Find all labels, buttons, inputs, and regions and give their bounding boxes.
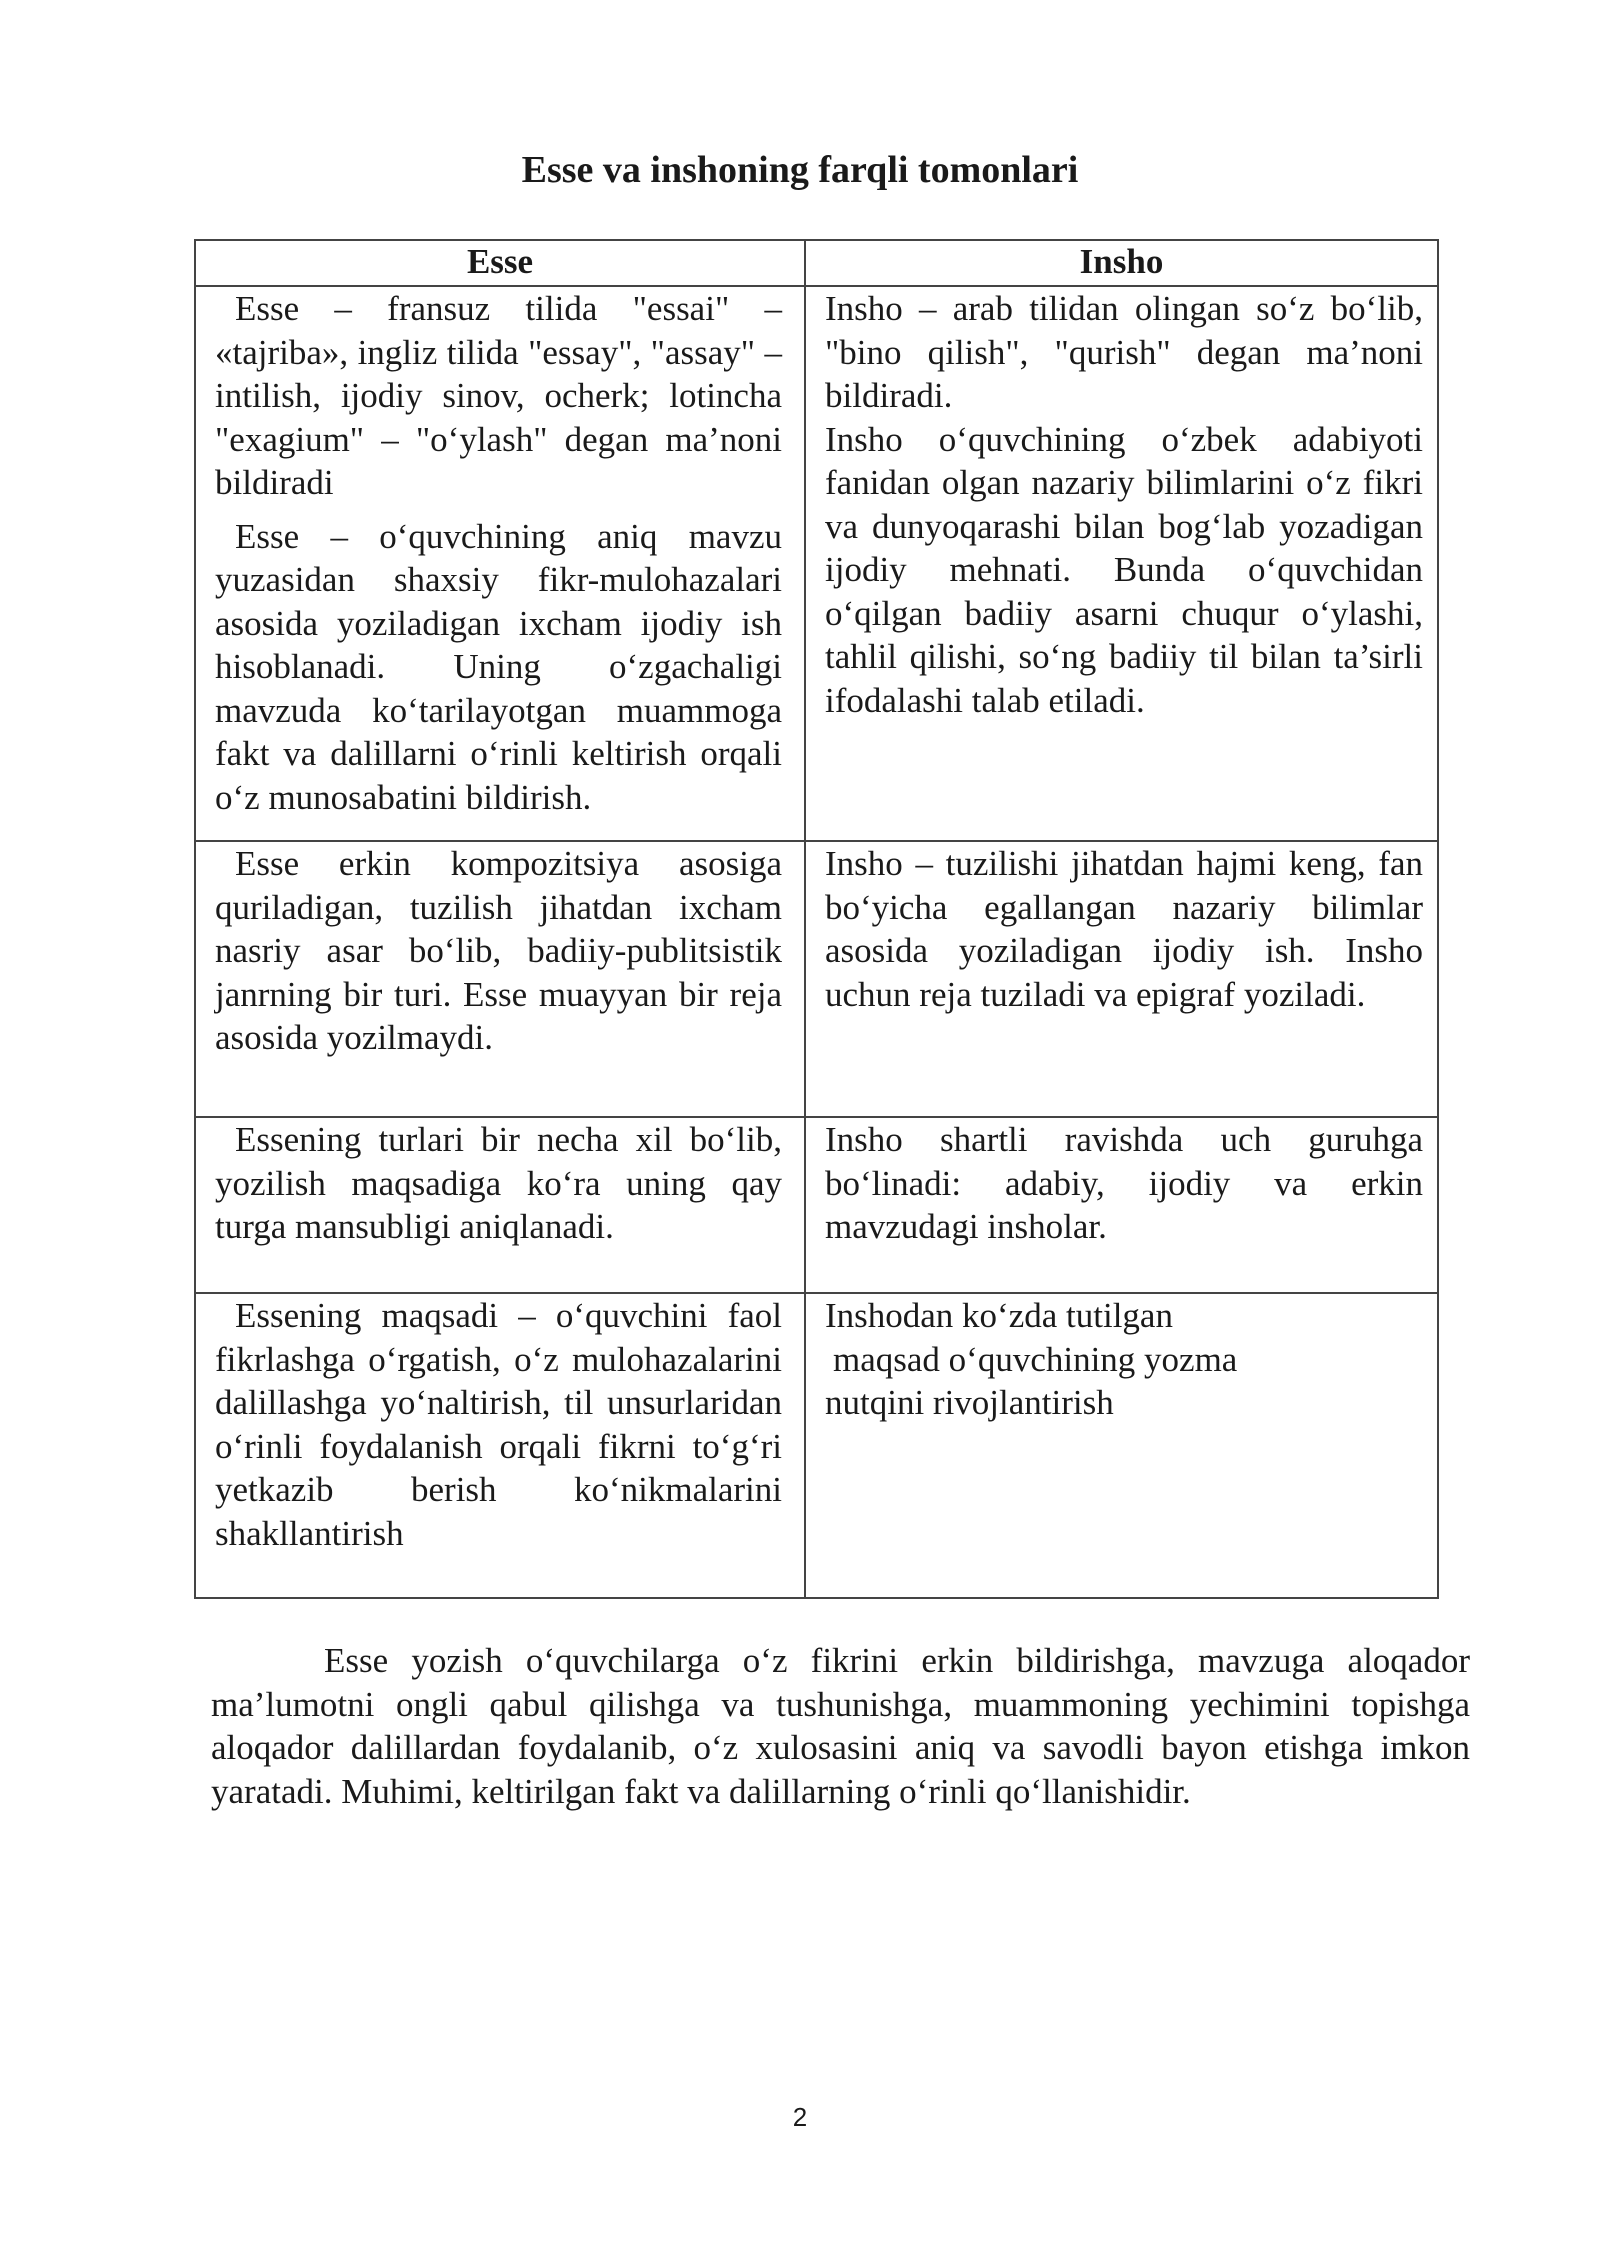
esse-paragraph: Esse erkin kompozitsiya asosiga quriladigan, tuzilish jihatdan ixcham nasriy asar bo‘lib, badiiy-publitsistik janrning bir turi. Esse muayyan bir reja asosida yozilmaydi. <box>215 844 782 1057</box>
insho-cell <box>805 841 1438 1117</box>
esse-paragraph: Esse – fransuz tilida "essai" – «tajriba», ingliz tilida "essay", "assay" – intilish, ijodiy sinov, ocherk; lotincha "exagium" – "o‘ylash" degan ma’noni bildiradi <box>215 289 782 502</box>
body-paragraph: Esse yozish o‘quvchilarga o‘z fikrini erkin bildirishga, mavzuga aloqador ma’lumotni ongli qabul qilishga va tushunishga, muammoning yechimini topishga aloqador dalillardan foydalanib, o‘z xulosasini aniq va savodli bayon etishga imkon yaratadi. Muhimi, keltirilgan fakt va dalillarning o‘rinli qo‘llanishidir. <box>211 1641 1470 1811</box>
insho-line: maqsad o‘quvchining yozma <box>833 1339 1238 1379</box>
table-row <box>195 1117 1438 1293</box>
table-row <box>195 286 1438 841</box>
insho-paragraph: Insho o‘quvchining o‘zbek adabiyoti fanidan olgan nazariy bilimlarini o‘z fikri va dunyoqarashi bilan bog‘lab yozadigan ijodiy mehnati. Bunda o‘quvchidan o‘qilgan badiiy asarni chuqur o‘ylashi, tahlil qilishi, so‘ng badiiy til bilan ta’sirli ifodalashi talab etiladi. <box>825 419 1423 720</box>
comparison-table <box>194 239 1439 1599</box>
insho-line: Inshodan ko‘zda tutilgan <box>825 1296 1173 1335</box>
insho-cell <box>805 1293 1438 1598</box>
esse-cell <box>195 1117 805 1293</box>
esse-cell <box>195 286 805 841</box>
column-header-esse: Esse <box>195 240 805 286</box>
esse-paragraph: Esse – o‘quvchining aniq mavzu yuzasidan shaxsiy fikr-mulohazalari asosida yoziladigan ixcham ijodiy ish hisoblanadi. Uning o‘zgachaligi mavzuda ko‘tarilayotgan muammoga fakt va dalillarni o‘rinli keltirish orqali o‘z munosabatini bildirish. <box>215 516 782 817</box>
insho-cell <box>805 286 1438 841</box>
table-row <box>195 1293 1438 1598</box>
esse-cell <box>195 1293 805 1598</box>
page-title: Esse va inshoning farqli tomonlari <box>521 149 1079 191</box>
esse-paragraph: Essening turlari bir necha xil bo‘lib, yozilish maqsadiga ko‘ra uning qay turga mansubligi aniqlanadi. <box>215 1120 782 1246</box>
esse-paragraph: Essening maqsadi – o‘quvchini faol fikrlashga o‘rgatish, o‘z mulohazalarini dalillashga yo‘naltirish, til unsurlaridan o‘rinli foydalanish orqali fikrni to‘g‘ri yetkazib berish ko‘nikmalarini shakllantirish <box>215 1296 782 1553</box>
insho-cell <box>805 1117 1438 1293</box>
esse-cell <box>195 841 805 1117</box>
insho-paragraph: Insho shartli ravishda uch guruhga bo‘linadi: adabiy, ijodiy va erkin mavzudagi insholar. <box>825 1120 1423 1246</box>
table-row <box>195 841 1438 1117</box>
table-header-row <box>195 240 1438 286</box>
column-header-insho: Insho <box>805 240 1438 286</box>
insho-paragraph: Insho – tuzilishi jihatdan hajmi keng, fan bo‘yicha egallangan nazariy bilimlar asosida yoziladigan ijodiy ish. Insho uchun reja tuziladi va epigraf yoziladi. <box>825 844 1423 1014</box>
insho-paragraph: Insho – arab tilidan olingan so‘z bo‘lib, "bino qilish", "qurish" degan ma’noni bildiradi. <box>825 289 1423 415</box>
insho-line: nutqini rivojlantirish <box>825 1383 1114 1422</box>
page-number: 2 <box>792 2102 808 2132</box>
